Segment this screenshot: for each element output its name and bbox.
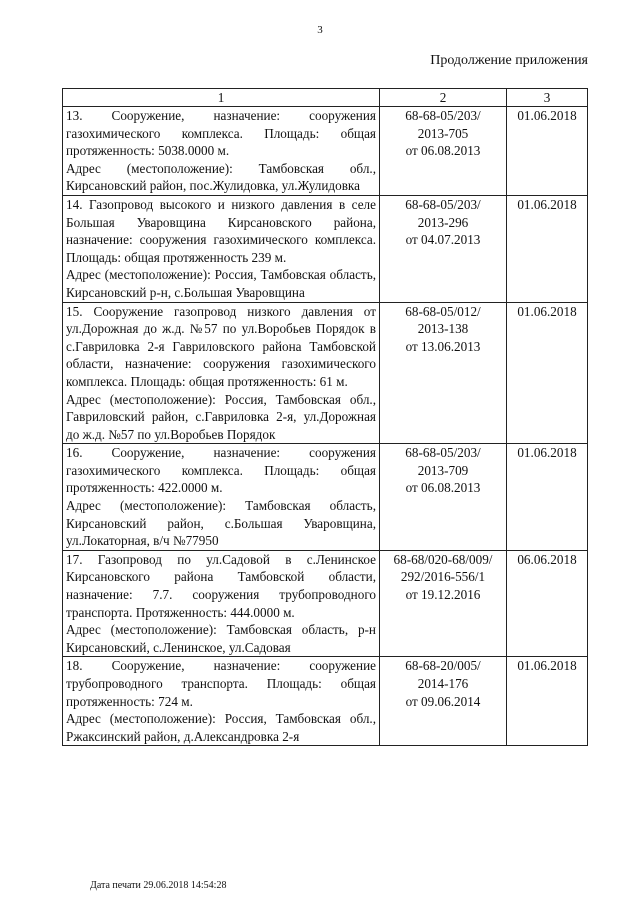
registration-number-part: 68-68-05/203/: [405, 108, 481, 123]
registration-number-part: 292/2016-556/1: [400, 569, 486, 585]
table-row: [63, 550, 588, 657]
object-address: Адрес (местоположение): Тамбовская область, р-н Кирсановский, с.Ленинское, ул.Садовая: [66, 622, 376, 655]
column-header: 3: [507, 89, 588, 107]
registration-date: от 04.07.2013: [405, 232, 481, 248]
object-name: 16. Сооружение, назначение: сооружения газохимического комплекса. Площадь: общая протяженность: 422.0000 м.: [66, 445, 376, 496]
continuation-heading: Продолжение приложения: [430, 53, 588, 68]
registration-number-part: 2013-709: [417, 462, 469, 478]
entry-date: 01.06.2018: [507, 107, 588, 196]
object-name: 18. Сооружение, назначение: сооружение трубопроводного транспорта. Площадь: общая протяженность: 724 м.: [66, 658, 376, 709]
object-address: Адрес (местоположение): Россия, Тамбовская область, Кирсановский р-н, с.Большая Уваровщина: [66, 267, 376, 300]
registration-number-part: 2014-176: [417, 676, 469, 691]
table-row: [63, 444, 588, 551]
registration-number-part: 68-68-05/203/: [405, 196, 481, 212]
column-header: 2: [380, 89, 507, 107]
table-row: [63, 107, 588, 196]
registration-date: от 19.12.2016: [405, 587, 481, 603]
registration-number-part: 68-68-20/005/: [405, 658, 481, 674]
column-header: 1: [63, 89, 380, 107]
registration-number-part: 2013-138: [417, 321, 469, 337]
registration-number-part: 68-68-05/012/: [405, 303, 481, 319]
registration-number: [380, 444, 507, 551]
registration-number: [380, 550, 507, 657]
object-description: [63, 195, 380, 302]
table-row: [63, 657, 588, 746]
registration-date: от 09.06.2014: [405, 693, 481, 709]
registration-date: от 06.08.2013: [405, 480, 481, 496]
object-description: [63, 657, 380, 746]
registration-number: [380, 107, 507, 196]
registration-number-part: 2013-296: [417, 214, 469, 230]
registration-number-part: 68-68-05/203/: [405, 445, 481, 461]
object-address: Адрес (местоположение): Россия, Тамбовская обл., Гавриловский район, с.Гавриловка 2-я, ул.Дорожная до ж.д. №57 по ул.Воробьев Порядок: [66, 391, 376, 442]
page-number: 3: [317, 24, 323, 36]
object-description: [63, 302, 380, 444]
object-name: 13. Сооружение, назначение: сооружения газохимического комплекса. Площадь: общая протяженность: 5038.0000 м.: [66, 108, 376, 159]
object-name: 17. Газопровод по ул.Садовой в с.Ленинское Кирсановского района Тамбовской области, назначение: 7.7. сооружения трубопроводного транспорта. Протяженность: 444.0000 м.: [66, 551, 376, 620]
registration-number: [380, 302, 507, 444]
table-row: [63, 302, 588, 444]
object-address: Адрес (местоположение): Россия, Тамбовская обл., Ржаксинский район, д.Александровка 2-я: [66, 711, 376, 744]
object-description: [63, 444, 380, 551]
registration-number-part: 2013-705: [417, 125, 469, 141]
registration-date: от 06.08.2013: [405, 143, 481, 159]
table-row: [63, 195, 588, 302]
object-address: Адрес (местоположение): Тамбовская область, Кирсановский район, с.Большая Уваровщина, ул.Локаторная, в/ч №77950: [66, 498, 376, 549]
object-name: 14. Газопровод высокого и низкого давления в селе Большая Уваровщина Кирсановского района, назначение: сооружения газохимического комплекса. Площадь: общая протяженность 239 м.: [66, 196, 376, 265]
print-date: Дата печати 29.06.2018 14:54:28: [90, 880, 227, 891]
entry-date: 01.06.2018: [507, 657, 588, 746]
entry-date: 06.06.2018: [507, 550, 588, 657]
table-header-row: [63, 89, 588, 107]
registration-number: [380, 195, 507, 302]
entry-date: 01.06.2018: [507, 195, 588, 302]
object-description: [63, 107, 380, 196]
registration-date: от 13.06.2013: [405, 338, 481, 354]
entry-date: 01.06.2018: [507, 302, 588, 444]
registration-number-part: 68-68/020-68/009/: [393, 551, 493, 567]
object-name: 15. Сооружение газопровод низкого давления от ул.Дорожная до ж.д. №57 по ул.Воробьев Порядок в с.Гавриловка 2-я Гавриловского района Тамбовской области, назначение: сооружения газохимического комплекса. Площадь: общая протяженность: 61 м.: [66, 303, 376, 389]
entry-date: 01.06.2018: [507, 444, 588, 551]
object-address: Адрес (местоположение): Тамбовская обл., Кирсановский район, пос.Жулидовка, ул.Жулидовка: [66, 160, 376, 194]
registry-table: [62, 88, 588, 746]
object-description: [63, 550, 380, 657]
registration-number: [380, 657, 507, 746]
